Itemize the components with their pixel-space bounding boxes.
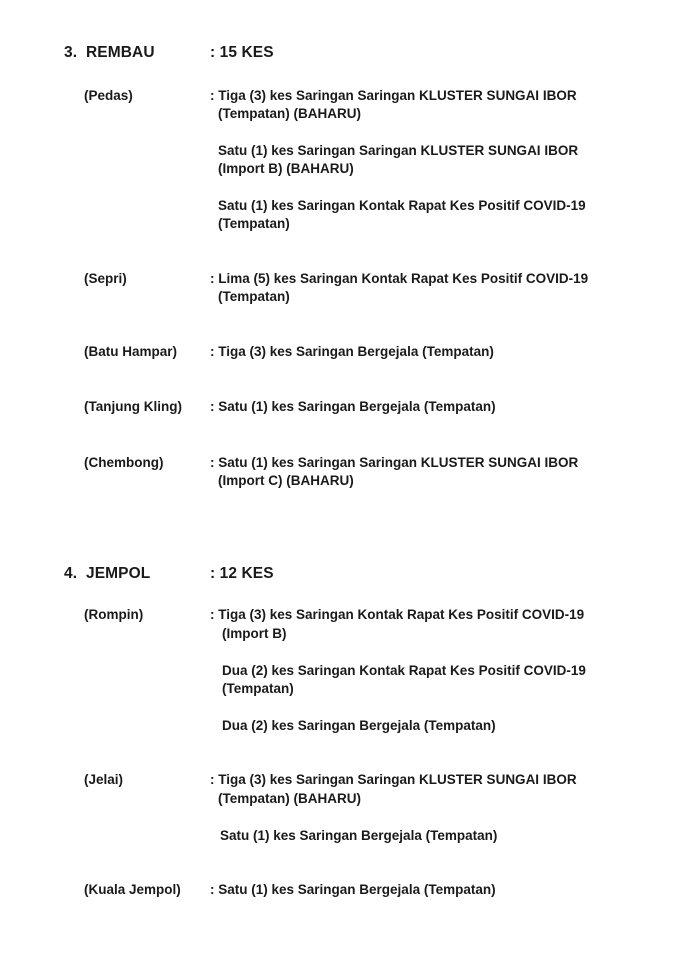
section-number: 4.	[64, 565, 78, 582]
case-entry-cont: (Import B) (BAHARU)	[218, 161, 354, 176]
section-number: 3.	[64, 44, 78, 61]
case-entry: : Lima (5) kes Saringan Kontak Rapat Kes Positif COVID-19	[210, 271, 589, 286]
case-entry: Dua (2) kes Saringan Bergejala (Tempatan)	[222, 718, 496, 733]
case-entry: Satu (1) kes Saringan Bergejala (Tempatan)	[220, 828, 498, 843]
case-entry-cont: (Tempatan) (BAHARU)	[218, 106, 361, 121]
section-header-jempol	[64, 565, 364, 585]
case-entry: : Satu (1) kes Saringan Bergejala (Tempatan)	[210, 399, 496, 414]
case-entry-cont: (Tempatan)	[218, 216, 290, 231]
case-entry: : Satu (1) kes Saringan Bergejala (Tempatan)	[210, 882, 496, 897]
case-entry-cont: (Tempatan) (BAHARU)	[218, 791, 361, 806]
area-label-rompin: (Rompin)	[84, 607, 144, 622]
case-entry: Satu (1) kes Saringan Kontak Rapat Kes Positif COVID-19	[218, 198, 586, 213]
case-entry: : Satu (1) kes Saringan Saringan KLUSTER SUNGAI IBOR	[210, 455, 579, 470]
case-entry: : Tiga (3) kes Saringan Kontak Rapat Kes Positif COVID-19	[210, 607, 585, 622]
case-entry-cont: (Import B)	[222, 626, 287, 641]
section-header-rembau	[64, 44, 364, 64]
section-case-count: : 12 KES	[210, 565, 274, 582]
section-name: JEMPOL	[86, 565, 151, 582]
case-entry-cont: (Import C) (BAHARU)	[218, 473, 354, 488]
area-label-kuala-jempol: (Kuala Jempol)	[84, 882, 181, 897]
area-label-batu-hampar: (Batu Hampar)	[84, 344, 178, 359]
case-entry: : Tiga (3) kes Saringan Saringan KLUSTER SUNGAI IBOR	[210, 772, 577, 787]
case-entry: : Tiga (3) kes Saringan Bergejala (Tempatan)	[210, 344, 494, 359]
case-entry: : Tiga (3) kes Saringan Saringan KLUSTER SUNGAI IBOR	[210, 88, 577, 103]
case-entry: Dua (2) kes Saringan Kontak Rapat Kes Positif COVID-19	[222, 663, 586, 678]
area-label-tanjung-kling: (Tanjung Kling)	[84, 399, 182, 414]
case-entry-cont: (Tempatan)	[222, 681, 294, 696]
area-label-sepri: (Sepri)	[84, 271, 127, 286]
section-case-count: : 15 KES	[210, 44, 274, 61]
case-entry-cont: (Tempatan)	[218, 289, 290, 304]
section-name: REMBAU	[86, 44, 155, 61]
area-label-pedas: (Pedas)	[84, 88, 133, 103]
case-entry: Satu (1) kes Saringan Saringan KLUSTER SUNGAI IBOR	[218, 143, 579, 158]
area-label-chembong: (Chembong)	[84, 455, 164, 470]
area-label-jelai: (Jelai)	[84, 772, 124, 787]
